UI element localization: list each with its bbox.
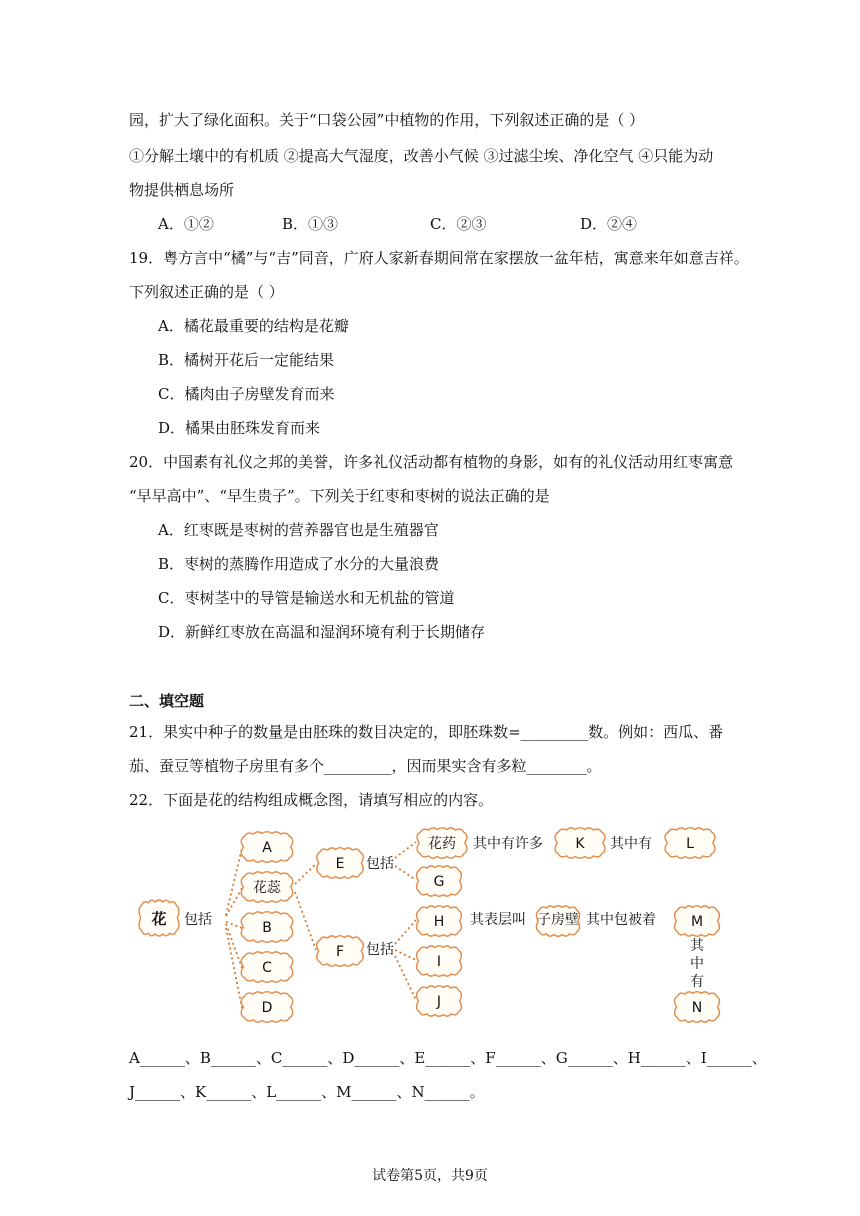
connector-e — [295, 864, 316, 884]
q18-option-a: A．①② — [158, 215, 214, 233]
connector-huarui — [226, 888, 242, 916]
q18-option-b: B．①③ — [282, 215, 339, 233]
qizhong-xuduo-label: 其中有许多 — [473, 836, 543, 852]
connector-b — [226, 922, 242, 928]
connector-d — [226, 928, 242, 1008]
q19-stem-2: 下列叙述正确的是（ ） — [129, 283, 284, 301]
q18-stem: 园，扩大了绿化面积。关于“口袋公园”中植物的作用，下列叙述正确的是（ ） — [129, 111, 645, 129]
section-heading: 二、填空题 — [129, 692, 205, 710]
connector-j — [395, 956, 416, 1000]
flower-structure-diagram — [130, 820, 730, 1030]
label-l: L — [686, 836, 694, 852]
connector-f — [295, 892, 316, 950]
label-c: C — [262, 960, 272, 976]
label-huarui: 花蕊 — [253, 880, 281, 896]
q19-option-c: C．橘肉由子房壁发育而来 — [158, 385, 335, 403]
vertical-zhong: 中 — [690, 956, 704, 972]
q20-option-b: B．枣树的蒸腾作用造成了水分的大量浪费 — [158, 555, 440, 573]
q21-line-1: 21．果实中种子的数量是由胚珠的数目决定的，即胚珠数=_________数。例如：西瓜、番 — [129, 723, 724, 741]
label-zifangbi: 子房壁 — [537, 912, 579, 928]
flower-label: 花 — [151, 910, 167, 928]
q19-stem-1: 19．粤方言中“橘”与“吉”同音，广府人家新春期间常在家摆放一盆年桔，寓意来年如意吉祥。 — [129, 249, 749, 267]
q18-statements-1: ①分解土壤中的有机质 ②提高大气湿度，改善小气候 ③过滤尘埃、净化空气 ④只能为动 — [129, 147, 714, 165]
q21-line-2: 茄、蚕豆等植物子房里有多个_________，因而果实含有多粒________。 — [129, 757, 602, 775]
connector-h — [395, 920, 416, 944]
label-b: B — [262, 920, 272, 936]
q20-option-d: D．新鲜红枣放在高温和湿润环境有利于长期储存 — [158, 623, 486, 641]
page-footer: 试卷第5页，共9页 — [372, 1168, 488, 1184]
q19-option-a: A．橘花最重要的结构是花瓣 — [158, 317, 349, 335]
label-j: J — [436, 994, 442, 1010]
label-e: E — [335, 856, 345, 872]
q22-answers-2: J______、K______、L______、M______、N______。 — [129, 1083, 485, 1101]
connector-g — [395, 866, 416, 880]
vertical-qi: 其 — [690, 938, 704, 954]
label-f: F — [335, 944, 345, 960]
q18-statements-2: 物提供栖息场所 — [129, 181, 235, 199]
label-a: A — [262, 840, 272, 856]
q18-option-d: D．②④ — [580, 215, 638, 233]
q22-answers-1: A______、B______、C______、D______、E______、F______、G______、H______、I______、 — [129, 1049, 767, 1067]
q18-option-c: C．②③ — [430, 215, 487, 233]
q20-stem-2: “早早高中”、“早生贵子”。下列关于红枣和枣树的说法正确的是 — [129, 487, 550, 505]
label-d: D — [261, 1000, 273, 1016]
baokuo-label: 包括 — [184, 912, 212, 928]
label-k: K — [575, 836, 585, 852]
connector-huayao — [395, 842, 416, 858]
connector-c — [226, 924, 242, 968]
label-huayao: 花药 — [428, 836, 456, 852]
q19-option-b: B．橘树开花后一定能结果 — [158, 351, 335, 369]
q20-option-a: A．红枣既是枣树的营养器官也是生殖器官 — [158, 521, 439, 539]
baokuo-f-label: 包括 — [366, 942, 394, 958]
connector-a — [226, 848, 242, 915]
q20-stem-1: 20．中国素有礼仪之邦的美誉，许多礼仪活动都有植物的身影，如有的礼仪活动用红枣寓意 — [129, 453, 734, 471]
baokuo-e-label: 包括 — [366, 856, 394, 872]
connector-i — [395, 950, 416, 960]
label-g: G — [433, 874, 445, 890]
qizhong-you-label: 其中有 — [610, 836, 652, 852]
q20-option-c: C．枣树茎中的导管是输送水和无机盐的管道 — [158, 589, 455, 607]
vertical-you: 有 — [690, 974, 704, 990]
q22-stem: 22．下面是花的结构组成概念图，请填写相应的内容。 — [129, 791, 494, 809]
baobei-label: 其中包被着 — [586, 912, 656, 928]
biaoceng-label: 其表层叫 — [470, 912, 526, 928]
label-i: I — [436, 954, 442, 970]
label-m: M — [690, 914, 704, 930]
label-h: H — [433, 914, 445, 930]
label-n: N — [691, 1000, 703, 1016]
q19-option-d: D．橘果由胚珠发育而来 — [158, 419, 321, 437]
